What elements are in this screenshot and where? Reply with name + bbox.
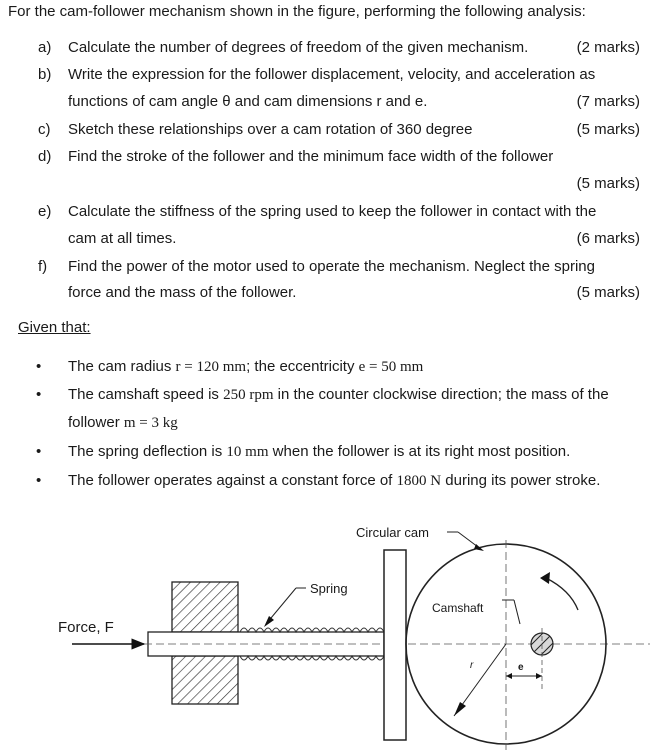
constant-force-value: 1800 N [396, 473, 442, 489]
given-item-1: The cam radius r = 120 mm; the eccentricity e = 50 mm [68, 358, 424, 375]
rotation-arrow [546, 578, 578, 610]
radius-label: r [470, 660, 474, 671]
force-label: Force, F [58, 619, 114, 636]
question-b-text-line1: Write the expression for the follower displacement, velocity, and acceleration as [68, 66, 596, 83]
question-a-marks: (2 marks) [576, 39, 640, 56]
question-d-text: Find the stroke of the follower and the minimum face width of the follower [68, 148, 554, 165]
question-d-marks: (5 marks) [576, 175, 640, 192]
bullet-dot: • [36, 358, 42, 375]
question-b-text-line2: functions of cam angle θ and cam dimensions r and e. [68, 93, 428, 110]
question-c-text: Sketch these relationships over a cam rotation of 360 degree [68, 121, 473, 138]
upper-guide [172, 582, 238, 632]
follower-mass-value: m = 3 kg [123, 415, 178, 431]
question-c-marks: (5 marks) [576, 121, 640, 138]
bullet-dot: • [36, 443, 42, 460]
question-f-label: f) [38, 258, 48, 275]
camshaft-speed-value: 250 rpm [223, 387, 274, 403]
question-e-label: e) [38, 203, 52, 220]
given-item-3: The spring deflection is 10 mm when the follower is at its right most position. [68, 443, 571, 460]
given-item-2-line1: The camshaft speed is 250 rpm in the counter clockwise direction; the mass of the [68, 386, 609, 403]
question-a-label: a) [38, 39, 52, 56]
spring-label: Spring [310, 581, 348, 596]
question-a-text: Calculate the number of degrees of freedom of the given mechanism. [68, 39, 529, 56]
bullet-dot: • [36, 386, 42, 403]
bullet-dot: • [36, 472, 42, 489]
cam-radius-value: r = 120 mm [175, 359, 247, 375]
question-e-text-line1: Calculate the stiffness of the spring used to keep the follower in contact with the [68, 203, 597, 220]
camshaft-leader [514, 600, 520, 624]
lower-guide [172, 656, 238, 704]
eccentricity-value: e = 50 mm [358, 359, 424, 375]
question-e-marks: (6 marks) [576, 230, 640, 247]
given-heading: Given that: [18, 319, 91, 336]
camshaft-label: Camshaft [432, 601, 484, 615]
question-f-text-line2: force and the mass of the follower. [68, 284, 297, 301]
given-item-4: The follower operates against a constant force of 1800 N during its power stroke. [68, 472, 601, 489]
question-f-text-line1: Find the power of the motor used to operate the mechanism. Neglect the spring [68, 258, 595, 275]
question-e-text-line2: cam at all times. [68, 230, 177, 247]
spring-deflection-value: 10 mm [226, 444, 269, 460]
given-item-2-line2: follower m = 3 kg [68, 414, 178, 431]
circular-cam-label: Circular cam [356, 525, 429, 540]
question-b-label: b) [38, 66, 52, 83]
question-f-marks: (5 marks) [576, 284, 640, 301]
question-b-marks: (7 marks) [576, 93, 640, 110]
question-c-label: c) [38, 121, 51, 138]
follower-face-plate [384, 550, 406, 740]
problem-intro: For the cam-follower mechanism shown in the figure, performing the following analysis: [8, 3, 586, 20]
eccentricity-label: e [518, 662, 524, 673]
question-d-label: d) [38, 148, 52, 165]
